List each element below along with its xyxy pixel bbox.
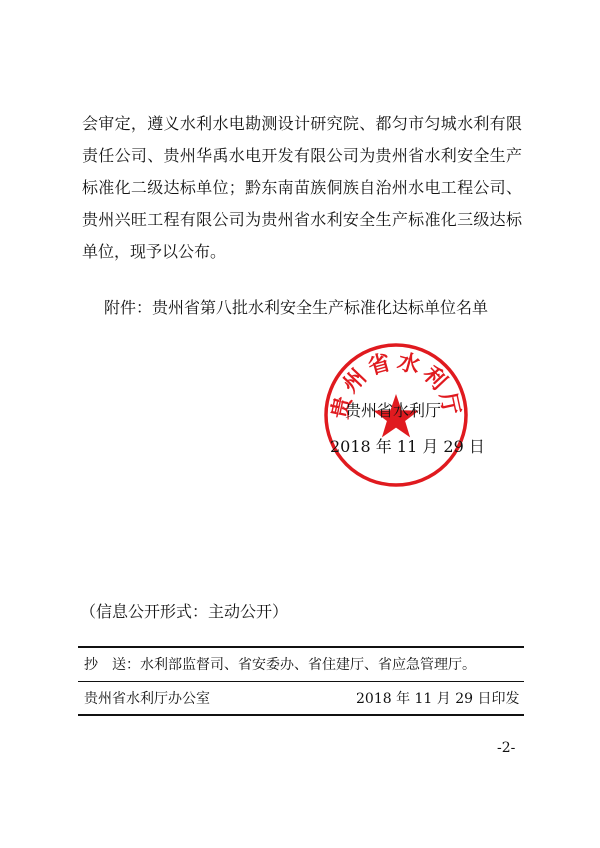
- issuing-office: 贵州省水利厅办公室: [84, 691, 210, 707]
- divider-top: [78, 646, 524, 648]
- divider-bottom: [78, 714, 524, 716]
- seal-text: 贵州省水利厅: [326, 348, 466, 422]
- body-paragraph: 会审定，遵义水利水电勘测设计研究院、都匀市匀城水利有限责任公司、贵州华禹水电开发有限公司为贵州省水利安全生产标准化二级达标单位；黔东南苗族侗族自治州水电工程公司、贵州兴旺工程有限公司为贵州省水利安全生产标准化三级达标单位，现予以公布。: [82, 114, 522, 261]
- divider-middle: [78, 681, 524, 682]
- signature-date: 2018 年 11 月 29 日: [330, 437, 485, 456]
- disclosure-type: （信息公开形式：主动公开）: [80, 602, 289, 621]
- page-number: -2-: [497, 740, 516, 756]
- cc-recipients: 抄 送：水利部监督司、省安委办、省住建厅、省应急管理厅。: [84, 657, 476, 673]
- print-date: 2018 年 11 月 29 日印发: [356, 691, 520, 707]
- attachment-line: 附件：贵州省第八批水利安全生产标准化达标单位名单: [104, 298, 489, 317]
- signature-organization: 贵州省水利厅: [345, 401, 442, 420]
